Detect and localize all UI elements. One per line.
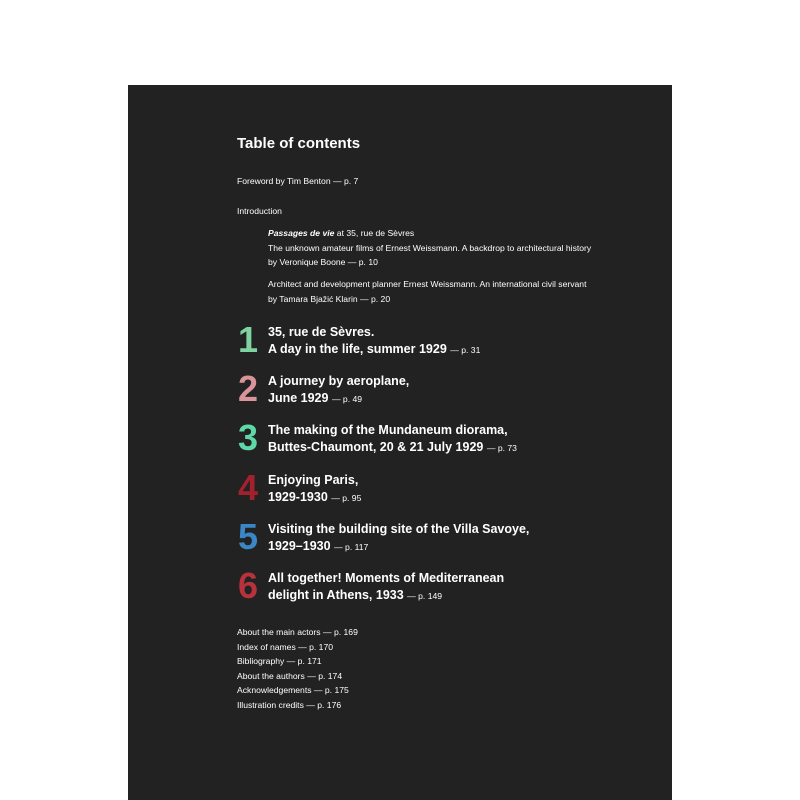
chapter-2-page: — p. 49 — [331, 394, 363, 404]
book-page — [128, 85, 672, 800]
chapter-3 — [237, 417, 657, 460]
chapter-6-line-2-text: delight in Athens, 1933 — [268, 588, 404, 602]
chapter-3-line-2 — [268, 439, 517, 457]
essay-1-subtitle: The unknown amateur films of Ernest Weissmann. A backdrop to architectural history — [268, 242, 592, 253]
essay-1-title-italic: Passages de vie — [268, 228, 335, 238]
chapter-4-line-2 — [268, 489, 361, 507]
chapter-6-line-1: All together! Moments of Mediterranean — [268, 571, 505, 585]
chapter-5-number: 5 — [237, 516, 259, 557]
chapter-5-line-2 — [268, 538, 529, 556]
chapter-3-title — [268, 422, 517, 457]
chapter-2-line-1: A journey by aeroplane, — [268, 374, 410, 388]
essay-2-author: by Tamara Bjažić Klarin — p. 20 — [268, 293, 391, 304]
chapter-4-title — [268, 472, 361, 507]
chapter-6-page: — p. 149 — [407, 591, 443, 601]
essay-1-title — [268, 226, 591, 241]
chapter-5 — [237, 516, 657, 559]
toc-essay-1 — [268, 226, 591, 270]
chapter-1-line-2-text: A day in the life, summer 1929 — [268, 342, 447, 356]
chapter-1-page: — p. 31 — [450, 345, 481, 355]
chapter-1-line-2 — [268, 341, 480, 359]
backmatter-item: About the authors — p. 174 — [237, 670, 343, 681]
chapter-6-line-2 — [268, 587, 504, 605]
chapter-4-page: — p. 95 — [331, 493, 362, 503]
chapter-6 — [237, 565, 657, 608]
chapter-1-number: 1 — [237, 319, 259, 360]
toc-introduction: Introduction — [237, 206, 282, 216]
chapter-5-title — [268, 521, 529, 556]
backmatter-item: Bibliography — p. 171 — [237, 656, 322, 666]
chapter-4-number: 4 — [237, 467, 259, 508]
chapter-1 — [237, 319, 657, 362]
chapter-3-line-1: The making of the Mundaneum diorama, — [268, 423, 508, 437]
chapter-2 — [237, 368, 657, 411]
chapter-3-number: 3 — [237, 417, 259, 458]
chapter-2-line-2-text: June 1929 — [268, 391, 329, 405]
chapter-2-number: 2 — [237, 368, 259, 409]
chapter-6-number: 6 — [237, 565, 259, 606]
chapter-2-title — [268, 373, 409, 408]
chapter-5-page: — p. 117 — [334, 542, 369, 552]
chapter-2-line-2 — [268, 390, 409, 408]
toc-foreword: Foreword by Tim Benton — p. 7 — [237, 176, 359, 186]
toc-title: Table of contents — [237, 135, 361, 152]
chapter-4 — [237, 467, 657, 510]
backmatter-item: Index of names — p. 170 — [237, 641, 334, 652]
chapter-6-title — [268, 570, 504, 605]
chapter-4-line-1: Enjoying Paris, — [268, 473, 359, 487]
chapter-3-page: — p. 73 — [486, 443, 517, 453]
chapter-5-line-2-text: 1929–1930 — [268, 539, 331, 553]
chapter-5-line-1: Visiting the building site of the Villa Savoye, — [268, 522, 530, 536]
toc-essay-2 — [268, 277, 586, 306]
essay-1-author: by Veronique Boone — p. 10 — [268, 257, 378, 267]
chapter-1-title — [268, 324, 480, 359]
backmatter-item: About the main actors — p. 169 — [237, 627, 358, 637]
chapter-3-line-2-text: Buttes-Chaumont, 20 & 21 July 1929 — [268, 440, 484, 454]
backmatter-item: Acknowledgements — p. 175 — [237, 685, 349, 695]
essay-1-title-rest: at 35, rue de Sèvres — [334, 228, 415, 238]
backmatter-list — [237, 625, 358, 712]
chapter-1-line-1: 35, rue de Sèvres. — [268, 325, 375, 339]
chapter-4-line-2-text: 1929-1930 — [268, 490, 328, 504]
backmatter-item: Illustration credits — p. 176 — [237, 699, 342, 710]
essay-2-title: Architect and development planner Ernest Weissmann. An international civil servant — [268, 279, 587, 289]
